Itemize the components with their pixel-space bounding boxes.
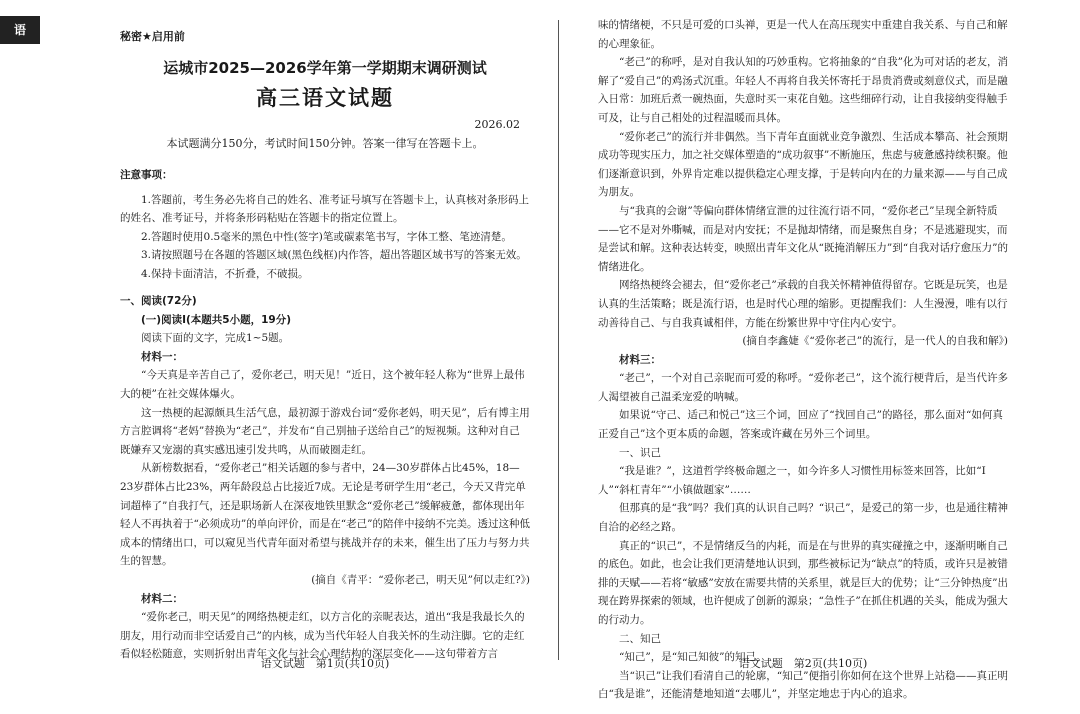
material-2-paragraph: 与“我真的会谢”等偏向群体情绪宣泄的过往流行语不同，“爱你老己”呈现全新特质——它不是对外嘶喊，而是对内安抚；不是抛却情绪，而是聚焦自身；不是逃避现实，而是尝试和解。这种表达转变，映照出青年文化从“既掩消解压力”到“自我对话疗愈压力”的情绪进化。	[598, 204, 1008, 273]
material-3-paragraph: 如果说“守己、适己和悦己”这三个词，回应了“找回自己”的路径，那么面对“如何真正爱自己”这个更本质的命题，答案或许藏在另外三个词里。	[598, 409, 1003, 441]
material-3-heading: 一、识己	[619, 446, 661, 459]
material-2-paragraph: “爱你老己，明天见”的网络热梗走红，以方言化的亲昵表达，道出“我是我最长久的朋友，用行动而非空话爱自己”的内核，成为当代年轻人自我关怀的生动注脚。它的走红看似轻松随意，实则折射出青年文化与社会心理结构的深层变化——这句带着方言	[120, 611, 525, 661]
notes-block	[120, 166, 530, 284]
exam-date: 2026.02	[474, 118, 520, 131]
page-2	[598, 0, 1008, 714]
material-3-paragraph: “老己”，一个对自己亲昵而可爱的称呼。“爱你老己”，这个流行梗背后，是当代许多人渴望被自己温柔宠爱的呐喊。	[598, 372, 1008, 403]
material-3-title: 材料三：	[619, 353, 661, 366]
section-heading: 一、阅读(72分)	[120, 295, 197, 307]
material-1-paragraph: “今天真是辛苦自己了，爱你老己，明天见！”近日，这个被年轻人称为“世界上最伟大的梗”在社交媒体爆火。	[120, 369, 525, 400]
note-item: 3.请按照题号在各题的答题区域(黑色线框)内作答，超出答题区域书写的答案无效。	[141, 249, 527, 262]
material-1-title: 材料一：	[141, 350, 183, 363]
material-3-paragraph: 当“识己”让我们看清自己的轮廓，“知己”便指引你如何在这个世界上站稳——真正明白“我是谁”，还能清楚地知道“去哪儿”，并坚定地忠于内心的追求。	[598, 669, 1008, 701]
material-1-paragraph: 这一热梗的起源颇具生活气息，最初源于游戏台词“爱你老妈，明天见”，后有博主用方言腔调将“老妈”替换为“老己”，并发布“自己别抽子送给自己”的短视频。这种对自己既嫌弃又宠溺的真实感迅速引发共鸣，从而破圈走红。	[120, 406, 530, 456]
material-2-source: (摘自李鑫婕《“爱你老己”的流行，是一代人的自我和解》)	[742, 335, 1008, 348]
note-item: 2.答题时使用0.5毫米的黑色中性(签字)笔或碳素笔书写，字体工整、笔迹清楚。	[141, 230, 512, 243]
reading-section	[120, 292, 530, 664]
notes-title: 注意事项：	[120, 169, 173, 181]
material-2-paragraph: “老己”的称呼，是对自我认知的巧妙重构。它将抽象的“自我”化为可对话的老友，消解了“爱自己”的鸡汤式沉重。年轻人不再将自我关怀寄托于昂贵消费或刻意仪式，而是融入日常：加班后煮一碗热面，失意时买一束花自勉。这些细碎行动，让自我接纳变得触手可及，让与自己相处的过程温暖而具体。	[598, 56, 1008, 124]
secret-label: 秘密★启用前	[120, 30, 185, 43]
page-2-content	[598, 16, 1008, 704]
material-3-paragraph: “知己”，是“知己知彼”的知己。	[619, 651, 767, 664]
material-3-paragraph: “我是谁？”，这道哲学终极命题之一，如今许多人习惯性用标签来回答，比如“I人”“斜杠青年”“小镇做题家”……	[598, 465, 986, 496]
paper-title: 高三语文试题	[256, 85, 394, 110]
page-divider	[558, 20, 559, 660]
material-1-source: (摘自《青平：“爱你老己，明天见”何以走红?》)	[311, 573, 530, 586]
note-item: 1.答题前，考生务必先将自己的姓名、准考证号填写在答题卡上，认真核对条形码上的姓名、准考证号，并将条形码粘贴在答题卡的指定位置上。	[120, 193, 530, 225]
material-2-paragraph: “爱你老己”的流行并非偶然。当下青年直面就业竞争激烈、生活成本攀高、社会预期成功等现实压力，加之社交媒体塑造的“成功叙事”不断施压，焦虑与疲惫感持续积聚。他们逐渐意识到，外界肯定难以提供稳定心理支撑，于是转向内在的力量来源——与自己成为朋友。	[598, 130, 1008, 199]
material-3-paragraph: 真正的“识己”，不是情绪反刍的内耗，而是在与世界的真实碰撞之中，逐渐明晰自己的底色。如此，也会让我们更清楚地认识到，那些被标记为“缺点”的特质，或许只是被错排的天赋——若将“敏感”安放在需要共情的关系里，就是巨大的优势；让“三分钟热度”出现在跨界探索的领域，也许便成了创新的源泉；“急性子”在抓住机遇的关头，能成为强大的行动力。	[598, 539, 1008, 626]
page-1-footer: 语文试题 第1页(共10页)	[260, 657, 390, 670]
material-2-continued: 味的情绪梗，不只是可爱的口头禅，更是一代人在高压现实中重建自我关系、与自己和解的心理象征。	[598, 19, 1008, 50]
material-1-paragraph: 从新榜数据看，“爱你老己”相关话题的参与者中，24—30岁群体占比45%，18—23岁群体占比23%，两年龄段总占比接近7成。无论是考研学生用“老己，今天又背完单词超棒了”自我打气，还是职场新人在深夜地铁里默念“爱你老己”缓解疲惫，都体现出年轻人不再执着于“必须成功”的单向评价，而是在“老己”的陪伴中接纳不完美。透过这种低成本的情绪出口，可以窥见当代青年面对希望与挑战并存的未来，催生出了压力与努力共生的智慧。	[120, 462, 530, 568]
material-3-heading: 二、知己	[619, 632, 661, 645]
subject-badge: 语	[0, 16, 40, 44]
reading-instruction: 阅读下面的文字，完成1~5题。	[141, 332, 290, 345]
material-2-paragraph: 网络热梗终会褪去，但“爱你老己”承载的自我关怀精神值得留存。它既是玩笑，也是认真的生活策略；既是流行语，也是时代心理的缩影。更提醒我们：人生漫漫，唯有以行动善待自己、与自我真诚相伴，方能在纷繁世界中守住内心安宁。	[598, 279, 1008, 329]
exam-intro: 本试题满分150分，考试时间150分钟。答案一律写在答题卡上。	[166, 137, 484, 150]
subsection-heading: (一)阅读Ⅰ(本题共5小题，19分)	[141, 313, 292, 326]
material-2-title: 材料二：	[141, 592, 183, 605]
page-1	[120, 0, 530, 714]
exam-title: 运城市2025—2026学年第一学期期末调研测试	[163, 59, 487, 77]
material-3-paragraph: 但那真的是“我”吗？我们真的认识自己吗？“识己”，是爱己的第一步，也是通往精神自洽的必经之路。	[598, 502, 1008, 534]
note-item: 4.保持卡面清洁，不折叠，不破损。	[141, 267, 309, 280]
page-2-footer: 语文试题 第2页(共10页)	[738, 657, 868, 670]
